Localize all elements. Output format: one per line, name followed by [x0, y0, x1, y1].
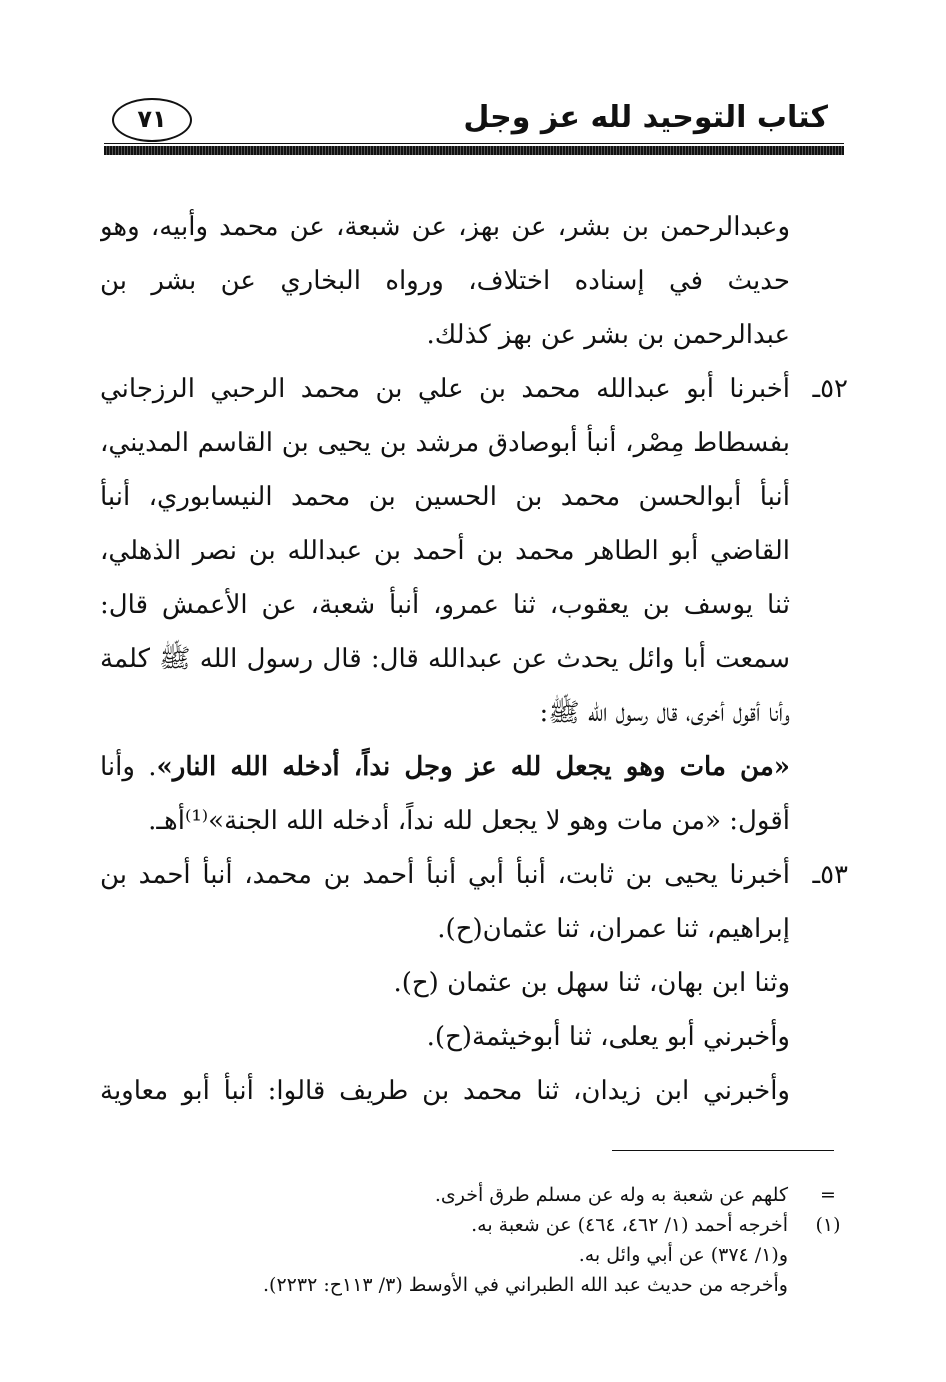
text-line: وأخبرني ابن زيدان، ثنا محمد بن طريف قالوا: أنبأ أبو معاوية: [100, 1076, 790, 1106]
text-line: أقول: «من مات وهو لا يجعل لله نداً، أدخله الله الجنة»⁽¹⁾أهـ.: [148, 806, 790, 836]
text-line: ثنا يوسف بن يعقوب، ثنا عمرو، أنبأ شعبة، عن الأعمش قال:: [100, 590, 790, 620]
footnote: [100, 1180, 848, 1210]
book-title: كتاب التوحيد لله عز وجل: [463, 100, 828, 135]
page-header: [0, 0, 946, 160]
hadith-53-first-line: [100, 848, 848, 902]
text-line: إبراهيم، ثنا عمران، ثنا عثمان(ح).: [437, 914, 790, 944]
text-line: عبدالرحمن بن بشر عن بهز كذلك.: [426, 320, 790, 350]
text-line: وثنا ابن بهان، ثنا سهل بن عثمان (ح).: [393, 968, 790, 998]
footnotes: [100, 1180, 848, 1300]
footnote-text: كلهم عن شعبة به وله عن مسلم طرق أخرى.: [434, 1184, 788, 1206]
main-text: [100, 200, 848, 1118]
header-rule: [104, 146, 844, 155]
text-line: وعبدالرحمن بن بشر، عن بهز، عن شبعة، عن محمد وأبيه، وهو: [100, 212, 790, 242]
page-number: ٧١: [112, 98, 192, 142]
footnote-text: وأخرجه من حديث عبد الله الطبراني في الأوسط (٣/ ١١٣ح: ٢٢٣٢).: [263, 1274, 788, 1296]
text-line: أخبرنا يحيى بن ثابت، أنبأ أبي أنبأ أحمد بن محمد، أنبأ أحمد بن: [100, 860, 790, 890]
hadith-quote-tail: . وأنا: [100, 752, 157, 782]
footnote: [100, 1210, 848, 1240]
text-line: حديث في إسناده اختلاف، ورواه البخاري عن بشر بن: [100, 266, 790, 296]
text-line: سمعت أبا وائل يحدث عن عبدالله قال: قال رسول الله ﷺ كلمة: [100, 644, 790, 674]
text-line: وأخبرني أبو يعلى، ثنا أبوخيثمة(ح).: [426, 1022, 790, 1052]
hadith-52-first-line: [100, 362, 848, 416]
footnote-marker: (١): [815, 1214, 841, 1236]
footnote-text: أخرجه أحمد (١/ ٤٦٢، ٤٦٤) عن شعبة به.: [471, 1214, 788, 1236]
text-line: وأنا أقول أخرى، قال رسول الله ﷺ:: [539, 698, 790, 728]
footnote-text: و(١/ ٣٧٤) عن أبي وائل به.: [578, 1244, 788, 1266]
text-line: أخبرنا أبو عبدالله محمد بن علي بن محمد الرحبي الرزجاني: [100, 374, 790, 404]
footnote: [100, 1270, 848, 1300]
hadith-number: ٥٣ـ: [812, 860, 848, 890]
hadith-number: ٥٢ـ: [812, 374, 848, 404]
footnote: [100, 1240, 848, 1270]
header-rule-thin: [104, 143, 844, 144]
text-line: بفسطاط مِصْر، أنبأ أبوصادق مرشد بن يحيى بن القاسم المديني،: [100, 428, 790, 458]
hadith-quote-bold: «من مات وهو يجعل لله عز وجل نداً، أدخله الله النار»: [156, 752, 790, 782]
footnote-marker: =: [820, 1184, 836, 1206]
text-line: أنبأ أبوالحسن محمد بن الحسين بن محمد النيسابوري، أنبأ: [100, 482, 790, 512]
footnote-separator: [612, 1150, 834, 1151]
text-line: القاضي أبو الطاهر محمد بن أحمد بن عبدالله بن نصر الذهلي،: [100, 536, 790, 566]
hadith-quote-line: [100, 740, 848, 794]
